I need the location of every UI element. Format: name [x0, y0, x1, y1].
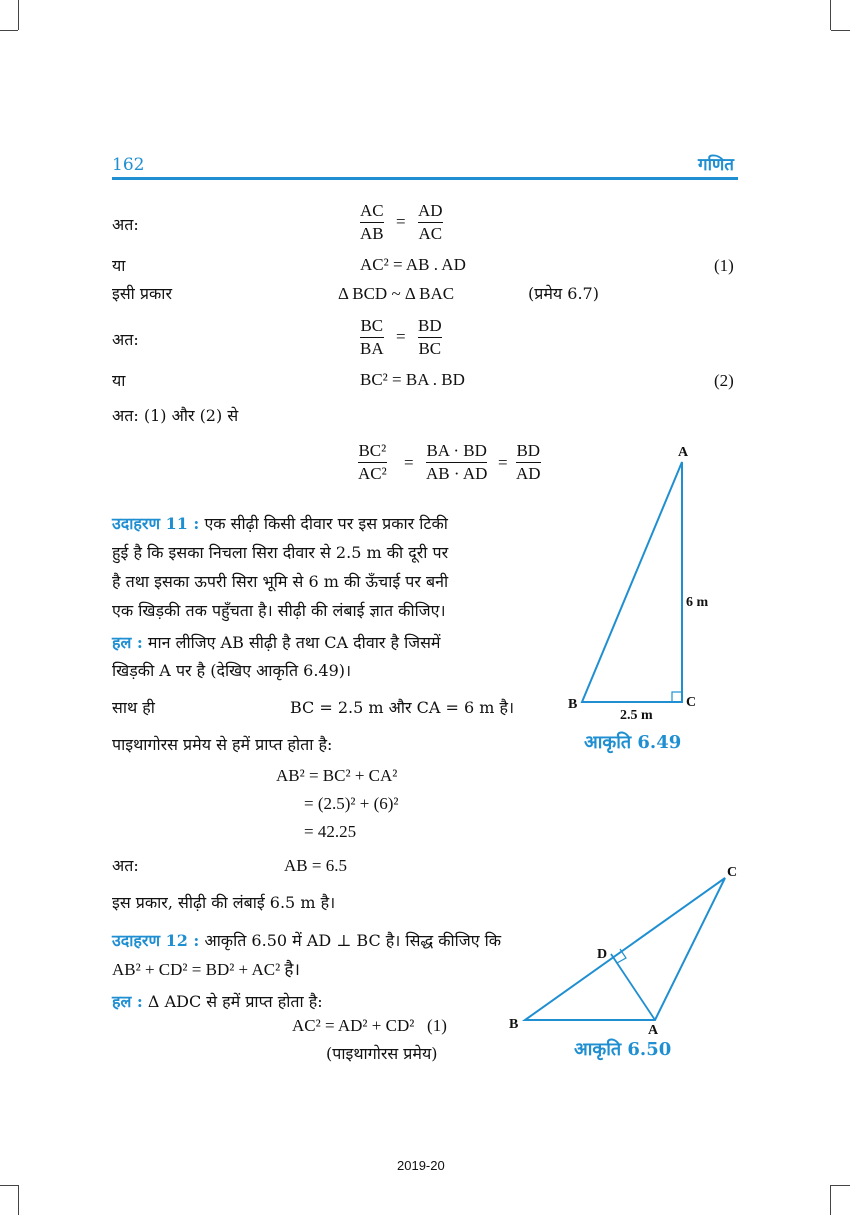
- example11-line: है तथा इसका ऊपरी सिरा भूमि से 6 m की ऊँचाई पर बनी: [112, 572, 449, 591]
- pythagoras-statement: पाइथागोरस प्रमेय से हमें प्राप्त होता है:: [112, 735, 333, 754]
- equation: BC² = BA . BD: [360, 370, 465, 389]
- example11-line: उदाहरण 11 : एक सीढ़ी किसी दीवार पर इस प्रकार टिकी: [112, 514, 448, 533]
- example11-line: एक खिड़की तक पहुँचता है। सीढ़ी की लंबाई ज्ञात कीजिए।: [112, 601, 446, 620]
- proof-label: या: [112, 256, 126, 275]
- calculation-line: = 42.25: [304, 822, 357, 841]
- fraction: AC AB: [360, 201, 384, 243]
- proof-label: इसी प्रकार: [112, 284, 172, 303]
- hence-label: अत:: [112, 856, 139, 875]
- solution-label: हल :: [112, 992, 143, 1011]
- crop-mark: [830, 1185, 831, 1215]
- example-heading: उदाहरण 11 :: [112, 514, 200, 533]
- example12-line: उदाहरण 12 : आकृति 6.50 में AD ⊥ BC है। सिद्ध कीजिए कि: [112, 931, 502, 950]
- example11-line: हुई है कि इसका निचला सिरा दीवार से 2.5 m की दूरी पर: [112, 543, 449, 562]
- fraction: BD AD: [516, 441, 541, 483]
- equation-tag: (2): [714, 371, 734, 390]
- figure-6-50: [505, 860, 745, 1040]
- figure-caption: आकृति 6.50: [574, 1039, 672, 1060]
- crop-mark: [0, 30, 18, 31]
- solution-line: खिड़की A पर है (देखिए आकृति 6.49)।: [112, 661, 352, 680]
- crop-mark: [0, 1185, 18, 1186]
- fraction: AD AC: [418, 201, 443, 243]
- proof-label: अत:: [112, 215, 139, 234]
- crop-mark: [830, 0, 831, 30]
- calculation-line: = (2.5)² + (6)²: [304, 794, 399, 813]
- fraction: BC² AC²: [358, 441, 387, 483]
- proof-text: अत: (1) और (2) से: [112, 406, 239, 425]
- result-equation: AB = 6.5: [284, 856, 347, 875]
- equals-sign: =: [396, 212, 406, 231]
- vertex-label-a: A: [648, 1023, 659, 1038]
- solution-line: हल : Δ ADC से हमें प्राप्त होता है:: [112, 992, 323, 1011]
- given-label: साथ ही: [112, 698, 155, 717]
- equation: Δ BCD ~ Δ BAC: [338, 284, 455, 303]
- crop-mark: [18, 0, 19, 30]
- right-angle-marker: [617, 949, 626, 963]
- subject-title: गणित: [698, 155, 734, 175]
- theorem-reference: (पाइथागोरस प्रमेय): [326, 1044, 438, 1063]
- equation: AC² = AB . AD: [360, 255, 466, 274]
- side-label-base: 2.5 m: [620, 708, 653, 723]
- solution-label: हल :: [112, 633, 143, 652]
- right-angle-marker: [672, 692, 682, 702]
- example-heading: उदाहरण 12 :: [112, 931, 200, 950]
- equation: AC² = AD² + CD² (1): [292, 1016, 447, 1035]
- altitude-ad: [611, 954, 655, 1020]
- conclusion: इस प्रकार, सीढ़ी की लंबाई 6.5 m है।: [112, 893, 336, 912]
- calculation-line: AB² = BC² + CA²: [276, 766, 398, 785]
- fraction: BD BC: [418, 316, 442, 358]
- vertex-label-b: B: [509, 1017, 519, 1032]
- figure-caption: आकृति 6.49: [584, 732, 682, 753]
- right-triangle: [582, 462, 682, 702]
- example12-line: AB² + CD² = BD² + AC² है।: [112, 960, 300, 979]
- vertex-label-d: D: [597, 947, 608, 962]
- crop-mark: [18, 1185, 19, 1215]
- proof-label: अत:: [112, 330, 139, 349]
- vertex-label-a: A: [678, 445, 689, 460]
- vertex-label-c: C: [686, 695, 697, 710]
- vertex-label-c: C: [727, 865, 738, 880]
- crop-mark: [831, 1185, 850, 1186]
- figure-6-49: [560, 440, 730, 730]
- crop-mark: [831, 30, 850, 31]
- proof-label: या: [112, 371, 126, 390]
- header-rule: [112, 177, 738, 180]
- theorem-reference: (प्रमेय 6.7): [528, 284, 599, 303]
- vertex-label-b: B: [568, 697, 578, 712]
- solution-line: हल : मान लीजिए AB सीढ़ी है तथा CA दीवार है जिसमें: [112, 633, 441, 652]
- fraction: BA · BD AB · AD: [426, 441, 488, 483]
- triangle-abc: [525, 878, 725, 1020]
- footer-year: 2019-20: [397, 1158, 445, 1173]
- equals-sign: =: [404, 453, 414, 472]
- fraction: BC BA: [360, 316, 384, 358]
- side-label-height: 6 m: [686, 595, 709, 610]
- given-values: BC = 2.5 m और CA = 6 m है।: [290, 698, 515, 717]
- equation-tag: (1): [714, 256, 734, 275]
- equals-sign: =: [498, 453, 508, 472]
- equals-sign: =: [396, 327, 406, 346]
- page-number: 162: [112, 155, 145, 175]
